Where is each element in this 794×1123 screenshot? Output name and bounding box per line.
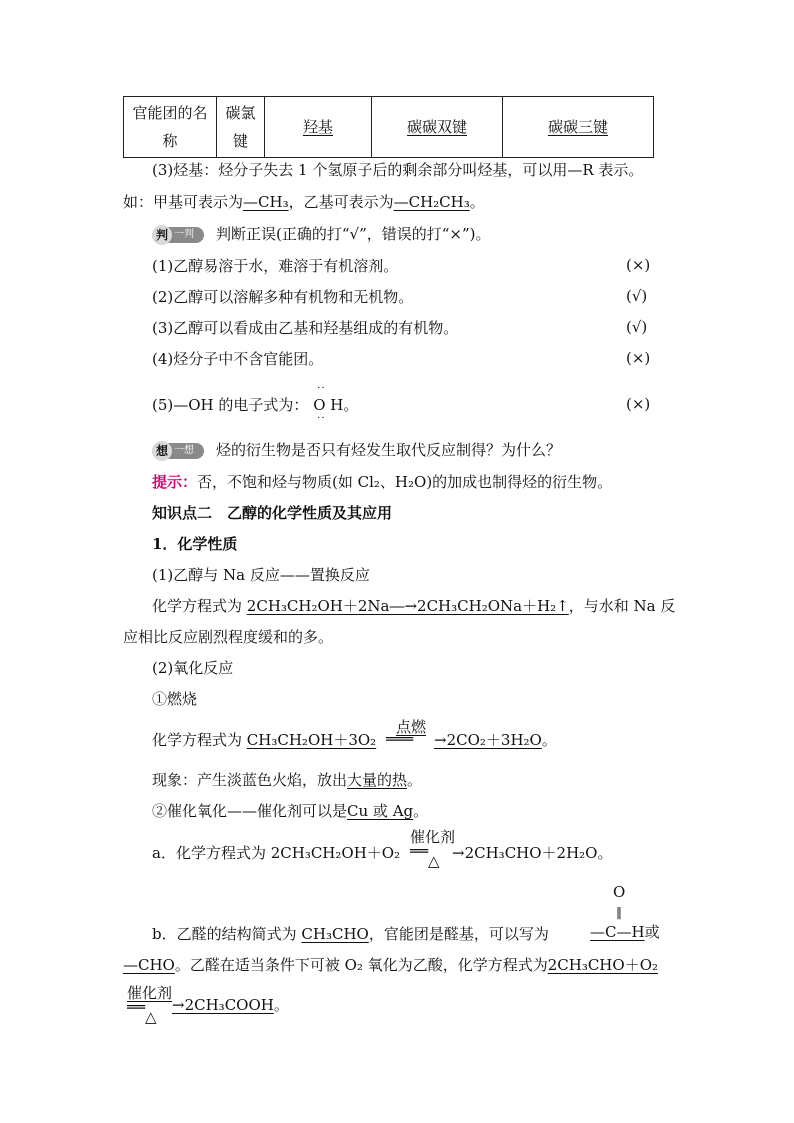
text: 化学方程式为 bbox=[152, 731, 243, 749]
cell-text: 羟基 bbox=[302, 118, 333, 136]
judge-mark-1: (×) bbox=[626, 256, 651, 274]
aldehyde-group-structure bbox=[590, 922, 660, 942]
lone-pair-bottom-icon: ·· bbox=[317, 413, 326, 424]
functional-group-table bbox=[123, 96, 654, 158]
equal-sign-icon: ══ bbox=[410, 842, 429, 860]
combustion-reactants: CH₃CH₂OH＋3O₂ bbox=[246, 731, 377, 749]
aldehyde-oxygen: O bbox=[613, 883, 626, 901]
text: 现象：产生淡蓝色火焰，放出 bbox=[152, 771, 348, 789]
reaction-2-title: (2)氧化反应 bbox=[152, 659, 234, 677]
think-tag-icon: 想 一想 bbox=[152, 443, 204, 459]
combustion-condition bbox=[386, 716, 438, 756]
text: 。乙醛在适当条件下可被 O₂ 氧化为乙酸，化学方程式为 bbox=[174, 956, 548, 974]
acetaldehyde-oxidation-line bbox=[123, 955, 658, 975]
oxidation-products: →2CH₃COOH。 bbox=[172, 996, 289, 1014]
judge-header bbox=[152, 224, 491, 244]
reaction-1-line2: 应相比反应剧烈程度缓和的多。 bbox=[123, 628, 334, 646]
section-title: 知识点二 乙醇的化学性质及其应用 bbox=[152, 504, 393, 522]
judge-mark-3: (√) bbox=[626, 318, 648, 336]
cell-text: 碳碳三键 bbox=[547, 118, 608, 136]
cell-text: 官能团的名称 bbox=[132, 104, 208, 150]
aldehyde-group: —C—H bbox=[590, 923, 645, 941]
formula: O H。 bbox=[313, 396, 359, 414]
text: ，与水和 Na 反 bbox=[568, 597, 676, 615]
text: 化学方程式为 bbox=[152, 597, 243, 615]
table-cell-chlorine bbox=[217, 97, 265, 158]
text: 。 bbox=[469, 193, 485, 211]
judge-item-3: (3)乙醇可以看成由乙基和羟基组成的有机物。 bbox=[152, 319, 459, 337]
text: ，乙基可表示为 bbox=[288, 193, 394, 211]
cell-text: 碳碳双键 bbox=[406, 118, 467, 136]
table-row bbox=[124, 97, 654, 158]
combustion-equation-line bbox=[152, 730, 376, 750]
text: (5)—OH 的电子式为： bbox=[152, 396, 309, 414]
heat-icon: △ bbox=[145, 1008, 157, 1026]
think-header bbox=[152, 440, 561, 460]
text: 如：甲基可表示为 bbox=[123, 193, 244, 211]
combustion-title: ①燃烧 bbox=[152, 690, 198, 708]
acetic-acid: 2CH₃COOH bbox=[184, 996, 274, 1014]
cell-text: 碳氯键 bbox=[225, 104, 256, 150]
judge-mark-2: (√) bbox=[626, 287, 648, 305]
judge-item-5 bbox=[152, 383, 359, 424]
text: b．乙醛的结构简式为 bbox=[152, 925, 297, 943]
equation-a-line: a．化学方程式为 2CH₃CH₂OH＋O₂ bbox=[152, 844, 401, 862]
table-cell-triple-bond bbox=[503, 97, 654, 158]
equal-sign-icon: ══ bbox=[127, 998, 146, 1016]
double-bond-icon: ‖ bbox=[616, 905, 622, 919]
equation-a-products: →2CH₃CHO＋2H₂O。 bbox=[452, 844, 613, 862]
judge-item-2: (2)乙醇可以溶解多种有机物和无机物。 bbox=[152, 288, 414, 306]
hint-paragraph bbox=[152, 472, 612, 492]
equal-sign-icon: ═══ bbox=[386, 730, 414, 748]
phenomenon-line: 现象：产生淡蓝色火焰，放出大量的热。 bbox=[152, 771, 423, 789]
judge-instruction: 判断正误(正确的打“√”，错误的打“×”)。 bbox=[216, 225, 491, 243]
paragraph-hydrocarbyl-examples bbox=[123, 192, 485, 212]
judge-item-1: (1)乙醇易溶于水，难溶于有机溶剂。 bbox=[152, 257, 399, 275]
judge-item-4: (4)烃分子中不含官能团。 bbox=[152, 350, 324, 368]
combustion-products: →2CO₂＋3H₂O bbox=[434, 731, 542, 749]
judge-mark-4: (×) bbox=[626, 349, 651, 367]
text: ②催化氧化——催化剂可以是 bbox=[152, 802, 348, 820]
catalyst-answer: Cu 或 Ag bbox=[347, 802, 414, 820]
acetaldehyde-line bbox=[152, 924, 549, 944]
subsection-title: 1．化学性质 bbox=[152, 535, 238, 553]
lone-pair-top-icon: ·· bbox=[317, 383, 326, 394]
methyl-formula: —CH₃ bbox=[243, 193, 289, 211]
reaction-1-equation: 2CH₃CH₂OH＋2Na―→2CH₃CH₂ONa＋H₂↑ bbox=[246, 597, 569, 615]
table-cell-header bbox=[124, 97, 217, 158]
text: ，官能团是醛基，可以写为 bbox=[368, 925, 549, 943]
catalyst-text: 催化剂 bbox=[410, 828, 456, 846]
reaction-1-title: (1)乙醇与 Na 反应——置换反应 bbox=[152, 566, 370, 584]
electron-formula bbox=[313, 383, 359, 424]
combustion-product-line: →2CO₂＋3H₂O。 bbox=[434, 731, 557, 749]
catalytic-oxidation-line: ②催化氧化——催化剂可以是Cu 或 Ag。 bbox=[152, 802, 429, 820]
hint-label: 提示： bbox=[152, 473, 198, 491]
phenomenon-highlight: 大量的热 bbox=[347, 771, 408, 789]
catalyst-text: 催化剂 bbox=[127, 984, 173, 1002]
judge-mark-5: (×) bbox=[626, 395, 651, 413]
table-cell-hydroxyl bbox=[265, 97, 372, 158]
judge-tag-icon: 判 一判 bbox=[152, 227, 204, 243]
ethyl-formula: —CH₂CH₃ bbox=[393, 193, 470, 211]
text: 或 bbox=[644, 923, 660, 941]
reaction-1-equation-line bbox=[152, 596, 675, 616]
hint-text: 否，不饱和烃与物质(如 Cl₂、H₂O)的加成也制得烃的衍生物。 bbox=[197, 473, 613, 491]
condition-text: 点燃 bbox=[396, 718, 427, 736]
paragraph-hydrocarbyl: (3)烃基：烃分子失去 1 个氢原子后的剩余部分叫烃基，可以用—R 表示。 bbox=[152, 161, 644, 179]
oxidation-reactants: 2CH₃CHO＋O₂ bbox=[547, 956, 658, 974]
think-question: 烃的衍生物是否只有烃发生取代反应制得？为什么？ bbox=[216, 441, 562, 459]
cho-group: —CHO bbox=[123, 956, 175, 974]
heat-icon: △ bbox=[428, 852, 440, 870]
acetaldehyde-formula: CH₃CHO bbox=[301, 925, 369, 943]
table-cell-double-bond bbox=[372, 97, 503, 158]
